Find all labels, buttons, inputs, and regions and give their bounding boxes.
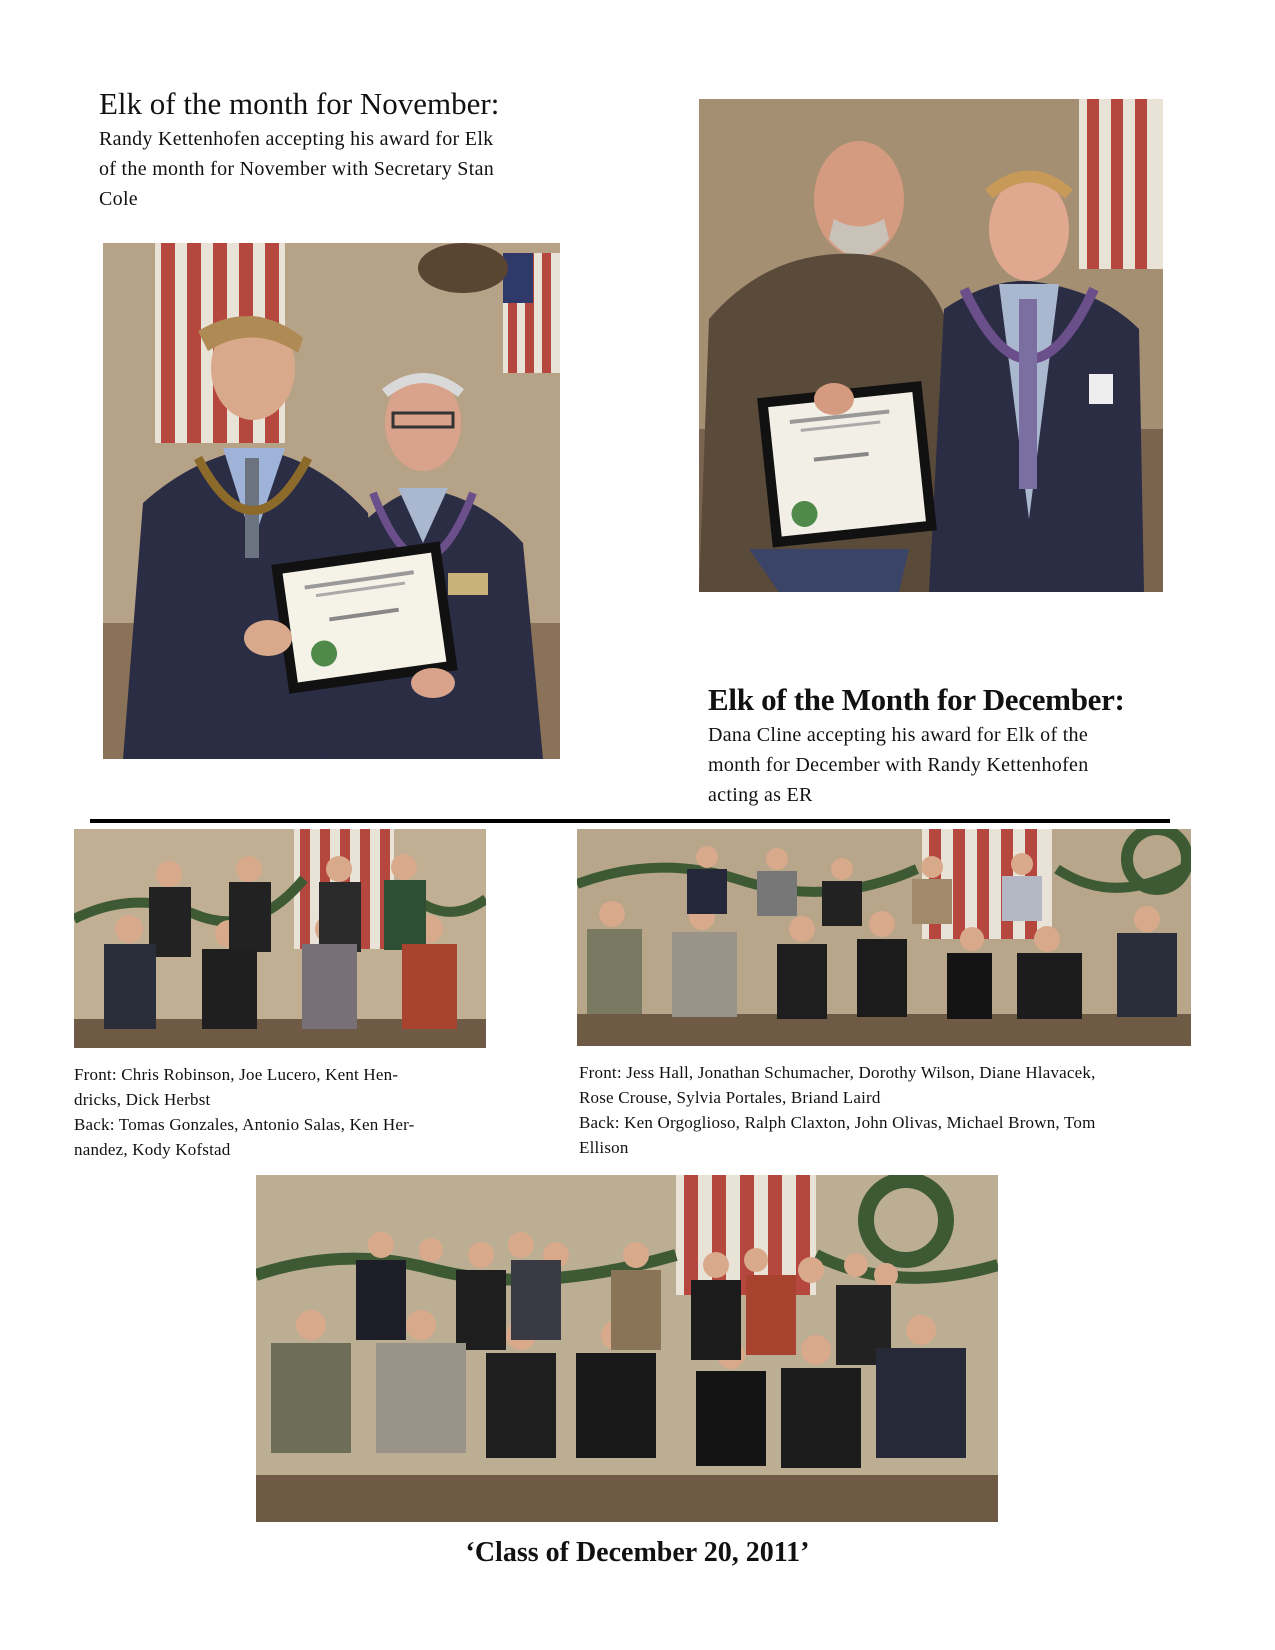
november-caption bbox=[99, 124, 589, 214]
december-heading: Elk of the Month for December: bbox=[708, 682, 1125, 717]
group-left-caption-line: Front: Chris Robinson, Joe Lucero, Kent Hen- bbox=[74, 1065, 399, 1084]
group-right-caption bbox=[579, 1060, 1204, 1160]
group-right-caption-line: Back: Ken Orgoglioso, Ralph Claxton, John Olivas, Michael Brown, Tom bbox=[579, 1113, 1096, 1132]
group-left-caption bbox=[74, 1062, 494, 1162]
class-photo-caption: ‘Class of December 20, 2011’ bbox=[465, 1537, 810, 1568]
november-heading: Elk of the month for November: bbox=[99, 86, 500, 121]
group-left-caption-line: dricks, Dick Herbst bbox=[74, 1090, 211, 1109]
december-caption-line: month for December with Randy Kettenhofen bbox=[708, 754, 1089, 776]
november-caption-line: of the month for November with Secretary Stan bbox=[99, 158, 495, 180]
group-right-caption-line: Front: Jess Hall, Jonathan Schumacher, Dorothy Wilson, Diane Hlavacek, bbox=[579, 1063, 1096, 1082]
group-photo-right bbox=[577, 829, 1191, 1046]
december-caption-line: Dana Cline accepting his award for Elk of the bbox=[708, 724, 1089, 746]
december-award-photo bbox=[699, 99, 1163, 592]
group-photo-left bbox=[74, 829, 486, 1048]
group-left-caption-line: nandez, Kody Kofstad bbox=[74, 1140, 231, 1159]
november-caption-line: Cole bbox=[99, 188, 138, 210]
november-caption-line: Randy Kettenhofen accepting his award for Elk bbox=[99, 128, 494, 150]
group-right-caption-line: Rose Crouse, Sylvia Portales, Briand Laird bbox=[579, 1088, 881, 1107]
section-divider bbox=[90, 819, 1170, 823]
group-right-caption-line: Ellison bbox=[579, 1138, 629, 1157]
group-left-caption-line: Back: Tomas Gonzales, Antonio Salas, Ken Her- bbox=[74, 1115, 415, 1134]
november-award-photo bbox=[103, 243, 560, 759]
december-caption-line: acting as ER bbox=[708, 784, 813, 806]
class-group-photo bbox=[256, 1175, 998, 1522]
december-caption bbox=[708, 720, 1178, 810]
